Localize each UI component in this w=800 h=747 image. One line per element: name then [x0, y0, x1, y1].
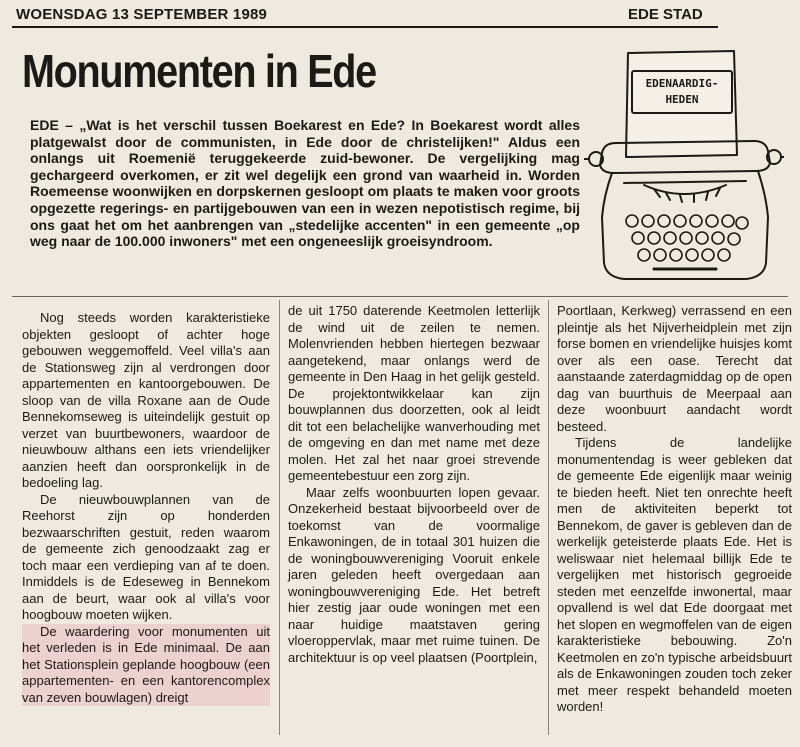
column-divider	[548, 300, 549, 735]
header-date: WOENSDAG 13 SEPTEMBER 1989	[16, 6, 268, 23]
section-divider	[12, 296, 788, 297]
cartoon-sign-line1: EDENAARDIG-	[645, 77, 719, 90]
cartoon-sign-line2: HEDEN	[665, 93, 699, 106]
paragraph: Maar zelfs woonbuurten lopen gevaar. Onzekerheid bestaat bijvoorbeeld over de toekomst van de voormalige Enkawoningen, de in totaal 301 huizen die de woningbouwvereniging Vooruit enkele jaren geleden heeft overgedaan aan woningbouwvereniging Ede. Het betreft hier zestig jaar oude woningen met een naar huidige maatstaven gering vloeroppervlak, maar met ruime tuinen. De architektuur is op veel plaatsen (Poortplein,	[288, 484, 540, 665]
header-section: EDE STAD	[628, 6, 703, 23]
article-column-1	[22, 310, 270, 706]
article-intro: EDE – „Wat is het verschil tussen Boekarest en Ede? In Boekarest wordt alles platgewalst door de communisten, in Ede door de christelijken!" Aldus een onlangs uit Roemenië teruggekeerde zuid-bewoner. De vergelijking mag gechargeerd overkomen, er zit wel degelijk een grond van waarheid in. Worden Roemeense woonwijken en dorpskernen gesloopt om plaats te maken voor groots opgezette regerings- en partijgebouwen van een in wezen nepotistisch regime, bij ons gaat het om het aanbrengen van „stedelijke accenten" in een gemeente „op weg naar de 100.000 inwoners" met een ongeneeslijk groeisyndroom.	[30, 117, 580, 250]
article-column-2	[288, 303, 540, 666]
typewriter-illustration	[584, 45, 784, 295]
paragraph: Tijdens de landelijke monumentendag is weer gebleken dat de gemeente Ede eigenlijk maar weinig te bieden heeft. Niet ten onrechte heeft men de aktiviteiten beperkt tot Bennekom, de gaver is gebleven dan de werkelijk geteisterde plaats Ede. Het is weliswaar niet helemaal billijk Ede te vergelijken met historisch gegroeide steden met eenzelfde inwonertal, maar opvallend is wel dat Ede doorgaat met het slopen en wegmoffelen van de eigen karakteristieke bebouwing. Zo'n Keetmolen en zo'n typische arbeidsbuurt als de Enkawoningen zouden toch zeker met meer respekt behandeld moeten worden!	[557, 435, 792, 714]
paragraph: De nieuwbouwplannen van de Reehorst zijn op honderden bezwaarschriften gestuit, reden waarom de gemeente zich genoodzaakt zag er toch maar een verdieping van af te doen. Inmiddels is de Edeseweg in Bennekom aan de beurt, waar ook al villa's voor hoogbouw moeten wijken.	[22, 491, 270, 622]
typewriter-icon	[584, 45, 784, 295]
article-column-3	[557, 303, 792, 716]
paragraph: de uit 1750 daterende Keetmolen letterlijk de wind uit de zeilen te nemen. Molenvrienden hebben hiertegen bezwaar aangetekend, maar onlangs werd de gemeente in Den Haag in het gelijk gesteld. De projektontwikkelaar kan zijn bouwplannen dus doorzetten, ook al leidt dit tot een belachelijke wanverhouding met de omgeving en dan met name met deze molen. Het zal het naar groei strevende gemeentebestuur een zorg zijn.	[288, 303, 540, 483]
article-headline: Monumenten in Ede	[22, 45, 376, 97]
column-divider	[279, 300, 280, 735]
paragraph: De waardering voor monumenten uit het verleden is in Ede minimaal. De aan het Stationsplein geplande hoogbouw (een appartementen- en een kantorencomplex van zeven bouwlagen) dreigt	[22, 623, 270, 705]
paragraph: Poortlaan, Kerkweg) verrassend en een pleintje als het Nijverheidplein met zijn forse bomen en vriendelijke huisjes komt over als een oase. Terecht dat aanstaande zaterdagmiddag op de open dag van buurthuis de Meerpaal aan deze woonbuurt aandacht wordt besteed.	[557, 303, 792, 434]
paragraph: Nog steeds worden karakteristieke objekten gesloopt of achter hoge gebouwen weggemoffeld. Veel villa's aan de Stationsweg zijn al verdrongen door appartementen en kantoorgebouwen. De sloop van de villa Roxane aan de Oude Bennekomseweg is uiteindelijk gestuit op verzet van buurtbewoners, waardoor de nieuwbouw althans een iets vriendelijker aanzien heeft dan oorspronkelijk in de bedoeling lag.	[22, 310, 270, 490]
